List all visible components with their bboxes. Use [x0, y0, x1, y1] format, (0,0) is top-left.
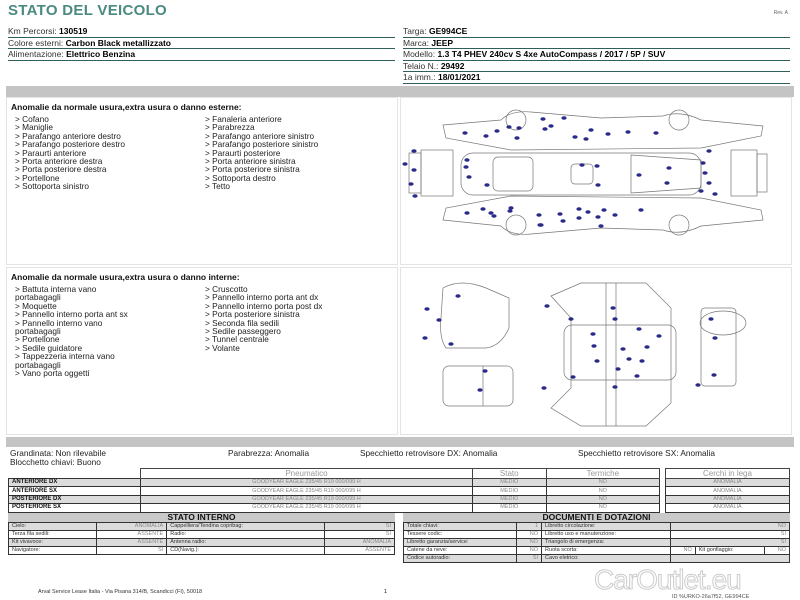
- damage-marker: [579, 163, 584, 167]
- kv-value: ANOMALIA: [324, 539, 394, 547]
- tyre-table: [8, 468, 660, 513]
- damage-marker: [625, 130, 630, 134]
- damage-marker: [514, 136, 519, 140]
- info-label: 1a imm.:: [403, 72, 436, 82]
- damage-marker: [572, 135, 577, 139]
- damage-marker: [536, 213, 541, 217]
- kv-value: NO: [516, 531, 541, 539]
- stato-interno-box: [8, 513, 395, 555]
- damage-marker: [615, 367, 620, 371]
- col-pneumatico: Pneumatico: [141, 469, 473, 479]
- damage-marker: [605, 132, 610, 136]
- vehicle-info-right: [403, 26, 790, 84]
- kv-row: [404, 555, 790, 563]
- damage-marker: [541, 386, 546, 390]
- info-value: GE994CE: [429, 26, 468, 36]
- section-divider: [6, 86, 794, 97]
- parabrezza-status: Parabrezza: Anomalia: [228, 448, 310, 458]
- kv-value: SI: [670, 539, 789, 547]
- cerchi-row: [666, 479, 790, 487]
- documenti-box: [403, 513, 790, 563]
- damage-marker: [708, 317, 713, 321]
- kv-row: [404, 523, 790, 531]
- info-row: [403, 49, 790, 61]
- damage-marker: [436, 318, 441, 322]
- kv-label: Totale chiavi:: [404, 523, 517, 531]
- exterior-list-1: > Cofano > Maniglie > Parafango anteriore destro > Parafango posteriore destro > Paraurti anteriore > Porta anteriore destra > Porta posteriore destra > Portellone > Sottoporta sinistro: [15, 114, 126, 192]
- kv-label: Tessere codic:: [404, 531, 517, 539]
- damage-marker: [695, 383, 700, 387]
- tyre-model: GOODYEAR EAGLE 235/45 R19 000/099 H: [141, 487, 473, 495]
- damage-marker: [634, 374, 639, 378]
- info-row: [8, 49, 395, 61]
- info-label: Marca:: [403, 37, 429, 48]
- damage-marker: [508, 206, 513, 210]
- cerchi-row: [666, 504, 790, 512]
- kv-value: [670, 555, 789, 563]
- kv-value: NO: [516, 539, 541, 547]
- exterior-anomalies-panel: [6, 97, 398, 265]
- damage-marker: [557, 212, 562, 216]
- kv-label: Libretto uso e manutenzione:: [542, 531, 671, 539]
- damage-marker: [706, 181, 711, 185]
- kv-value: NO: [670, 547, 695, 555]
- damage-marker: [422, 336, 427, 340]
- kv-row: [9, 547, 395, 555]
- cerchi-row: [666, 495, 790, 503]
- damage-marker: [466, 175, 471, 179]
- info-label: Alimentazione:: [8, 49, 64, 59]
- damage-marker: [595, 215, 600, 219]
- kv-value: SI: [516, 555, 541, 563]
- info-value: 130519: [59, 26, 88, 36]
- info-row: [403, 26, 790, 38]
- info-value: JEEP: [431, 37, 454, 48]
- tyre-pos: ANTERIORE DX: [9, 479, 141, 487]
- damage-marker: [483, 134, 488, 138]
- car-interior-diagram: [401, 268, 793, 436]
- info-label: Modello:: [403, 49, 436, 59]
- kv-label: Cielo:: [9, 523, 97, 531]
- tyre-termiche: NO: [546, 495, 659, 503]
- interior-list-2: > Cruscotto > Pannello interno porta ant dx > Pannello interno porta post dx > Porta posteriore sinistra > Seconda fila sedili > Sedile passeggero > Tunnel centrale > Volante: [205, 284, 323, 353]
- kv-row: [9, 539, 395, 547]
- caroutlet-watermark: CarOutlet.eu: [594, 564, 741, 595]
- damage-marker: [402, 162, 407, 166]
- kv-row: [404, 539, 790, 547]
- cerchi-row: [666, 487, 790, 495]
- info-row: [8, 38, 395, 50]
- info-value: Carbon Black metallizzato: [65, 37, 171, 48]
- damage-marker: [463, 165, 468, 169]
- tyre-model: GOODYEAR EAGLE 235/45 R19 000/099 H: [141, 479, 473, 487]
- damage-marker: [612, 213, 617, 217]
- blocchetto-chiavi: Blocchetto chiavi: Buono: [10, 457, 101, 467]
- damage-marker: [588, 128, 593, 132]
- tyre-stato: MEDIO: [472, 495, 546, 503]
- kv-value: SI: [97, 547, 167, 555]
- damage-marker: [494, 129, 499, 133]
- damage-marker: [711, 373, 716, 377]
- tyre-model: GOODYEAR EAGLE 235/45 R19 000/099 H: [141, 495, 473, 503]
- kv-label: Libretto garanzia/service:: [404, 539, 517, 547]
- damage-marker: [626, 357, 631, 361]
- exterior-heading: Anomalie da normale usura,extra usura o danno esterne:: [11, 102, 242, 112]
- stato-interno-title: STATO INTERNO: [8, 513, 395, 522]
- kv-row: [404, 547, 790, 555]
- info-value: 1.3 T4 PHEV 240cv S 4xe AutoCompass / 2017 / 5P / SUV: [437, 49, 666, 59]
- tyre-row: [9, 487, 660, 495]
- damage-marker: [664, 181, 669, 185]
- kv-label: Radio:: [167, 531, 325, 539]
- damage-marker: [411, 168, 416, 172]
- info-row: [8, 26, 395, 38]
- damage-marker: [491, 214, 496, 218]
- damage-marker: [598, 224, 603, 228]
- kv-value: SI: [324, 531, 394, 539]
- damage-marker: [477, 388, 482, 392]
- damage-marker: [544, 304, 549, 308]
- damage-marker: [712, 192, 717, 196]
- info-row: [403, 38, 790, 50]
- car-exterior-diagram: [401, 98, 793, 266]
- kv-value: SI: [670, 531, 789, 539]
- kv-label: Catene da neve:: [404, 547, 517, 555]
- damage-marker: [576, 216, 581, 220]
- tyre-termiche: NO: [546, 504, 659, 512]
- tyre-corner: [9, 469, 141, 479]
- col-termiche: Termiche: [546, 469, 659, 479]
- damage-marker: [590, 332, 595, 336]
- damage-marker: [585, 210, 590, 214]
- interior-list-1: > Battuta interna vano portabagagli > Moquette > Pannello interno porta ant sx > Pannello interno vano portabagagli > Portellone > Sedile guidatore > Tappezzeria interna vano portabagagli > Vano porta oggetti: [15, 284, 128, 379]
- damage-marker: [408, 182, 413, 186]
- damage-marker: [482, 369, 487, 373]
- info-label: Telaio N.:: [403, 60, 439, 71]
- damage-marker: [412, 194, 417, 198]
- tyre-stato: MEDIO: [472, 487, 546, 495]
- exterior-list-2: > Fanaleria anteriore > Parabrezza > Parafango anteriore sinistro > Parafango posteriore sinistro > Paraurti posteriore > Porta anteriore sinistra > Porta posteriore sinistra > Sottoporta destro > Tetto: [205, 114, 319, 192]
- kv-value: 1: [516, 523, 541, 531]
- kv-value: NO: [516, 547, 541, 555]
- exterior-diagram: [400, 97, 792, 265]
- damage-marker: [548, 124, 553, 128]
- tyre-cerchi: ANOMALIA: [666, 495, 790, 503]
- damage-marker: [464, 158, 469, 162]
- documenti-title: DOCUMENTI E DOTAZIONI: [403, 513, 790, 522]
- specchietto-dx-status: Specchietto retrovisore DX: Anomalia: [360, 448, 498, 458]
- damage-marker: [610, 306, 615, 310]
- col-cerchi: Cerchi in lega: [666, 469, 790, 479]
- vehicle-info-left: [8, 26, 395, 61]
- damage-marker: [601, 208, 606, 212]
- damage-marker: [537, 223, 542, 227]
- kv-value: ASSENTE: [97, 531, 167, 539]
- damage-marker: [507, 209, 512, 213]
- tyre-cerchi: ANOMALIA: [666, 504, 790, 512]
- damage-marker: [455, 294, 460, 298]
- damage-marker: [594, 359, 599, 363]
- damage-marker: [636, 173, 641, 177]
- tyre-cerchi: ANOMALIA: [666, 487, 790, 495]
- damage-marker: [506, 125, 511, 129]
- damage-marker: [666, 166, 671, 170]
- tyre-cerchi: ANOMALIA: [666, 479, 790, 487]
- damage-marker: [712, 336, 717, 340]
- kv-label: Libretto circolazione:: [542, 523, 671, 531]
- info-value: 29492: [440, 60, 465, 71]
- tyre-pos: ANTERIORE SX: [9, 487, 141, 495]
- kv-row: [9, 523, 395, 531]
- kv-value: ASSENTE: [324, 547, 394, 555]
- kit-gonfiaggio-label: Kit gonfiaggio:: [695, 547, 764, 555]
- kv-value: ASSENTE: [97, 539, 167, 547]
- damage-marker: [424, 307, 429, 311]
- damage-marker: [702, 171, 707, 175]
- damage-marker: [464, 211, 469, 215]
- tyre-stato: MEDIO: [472, 504, 546, 512]
- damage-marker: [620, 347, 625, 351]
- revision: Rev. A: [773, 10, 788, 16]
- footer-address: Arval Service Lease Italia - Via Pisana 314/B, Scandicci (FI), 50018: [38, 589, 203, 595]
- tyre-stato: MEDIO: [472, 479, 546, 487]
- damage-marker: [636, 327, 641, 331]
- kv-label: Codice autoradio:: [404, 555, 517, 563]
- info-value: Elettrico Benzina: [66, 49, 136, 59]
- tyre-pos: POSTERIORE SX: [9, 504, 141, 512]
- damage-marker: [653, 131, 658, 135]
- specchietto-sx-status: Specchietto retrovisore SX: Anomalia: [578, 448, 715, 458]
- kv-label: Triangolo di emergenza:: [542, 539, 671, 547]
- grandinata: Grandinata: Non rilevabile: [10, 448, 106, 458]
- damage-marker: [516, 126, 521, 130]
- damage-marker: [480, 207, 485, 211]
- tyre-termiche: NO: [546, 479, 659, 487]
- damage-marker: [595, 183, 600, 187]
- damage-marker: [583, 137, 588, 141]
- damage-marker: [638, 208, 643, 212]
- damage-marker: [591, 344, 596, 348]
- damage-marker: [570, 375, 575, 379]
- interior-anomalies-panel: [6, 267, 398, 435]
- kv-label: Kit vivavoce:: [9, 539, 97, 547]
- damage-marker: [700, 161, 705, 165]
- damage-marker: [656, 334, 661, 338]
- tyre-row: [9, 495, 660, 503]
- page-title: STATO DEL VEICOLO: [8, 2, 168, 19]
- kv-label: Antenna radio:: [167, 539, 325, 547]
- interior-diagram: [400, 267, 792, 435]
- damage-marker: [540, 117, 545, 121]
- section-divider: [6, 437, 794, 447]
- kv-row: [404, 531, 790, 539]
- col-stato: Stato: [472, 469, 546, 479]
- damage-marker: [644, 345, 649, 349]
- damage-marker: [698, 189, 703, 193]
- kv-label: Cappelliera/Tendina copribag:: [167, 523, 325, 531]
- kv-value: ANOMALIA: [97, 523, 167, 531]
- info-label: Colore esterni:: [8, 37, 64, 48]
- damage-marker: [484, 183, 489, 187]
- kv-label: CD(Navig.):: [167, 547, 325, 555]
- kv-row: [9, 531, 395, 539]
- tyre-termiche: NO: [546, 487, 659, 495]
- damage-marker: [576, 207, 581, 211]
- tyre-model: GOODYEAR EAGLE 235/45 R19 000/099 H: [141, 504, 473, 512]
- damage-marker: [411, 149, 416, 153]
- kv-label: Terza fila sedili:: [9, 531, 97, 539]
- tyre-row: [9, 479, 660, 487]
- damage-marker: [561, 116, 566, 120]
- info-row: [403, 72, 790, 84]
- document-id: ID %URKO-26a7f52, GE994CE: [672, 594, 750, 600]
- damage-marker: [568, 317, 573, 321]
- kv-label: Cavo eletrico:: [542, 555, 671, 563]
- damage-marker: [639, 359, 644, 363]
- tyre-row: [9, 504, 660, 512]
- cerchi-table: [665, 468, 790, 513]
- info-value: 18/01/2021: [437, 72, 481, 82]
- damage-marker: [560, 219, 565, 223]
- damage-marker: [612, 385, 617, 389]
- kit-gonfiaggio-value: NO: [764, 547, 789, 555]
- info-label: Km Percorsi:: [8, 26, 57, 36]
- kv-label: Ruota scorta:: [542, 547, 671, 555]
- tyre-pos: POSTERIORE DX: [9, 495, 141, 503]
- interior-heading: Anomalie da normale usura,extra usura o danno interne:: [11, 272, 240, 282]
- damage-marker: [706, 149, 711, 153]
- page-number: 1: [384, 589, 388, 595]
- info-row: [403, 61, 790, 73]
- damage-marker: [448, 342, 453, 346]
- damage-marker: [488, 211, 493, 215]
- damage-marker: [594, 164, 599, 168]
- kv-value: NO: [670, 523, 789, 531]
- info-label: Targa:: [403, 26, 427, 36]
- damage-marker: [542, 127, 547, 131]
- damage-marker: [462, 131, 467, 135]
- kv-value: SI: [324, 523, 394, 531]
- kv-label: Navigatore:: [9, 547, 97, 555]
- damage-marker: [612, 317, 617, 321]
